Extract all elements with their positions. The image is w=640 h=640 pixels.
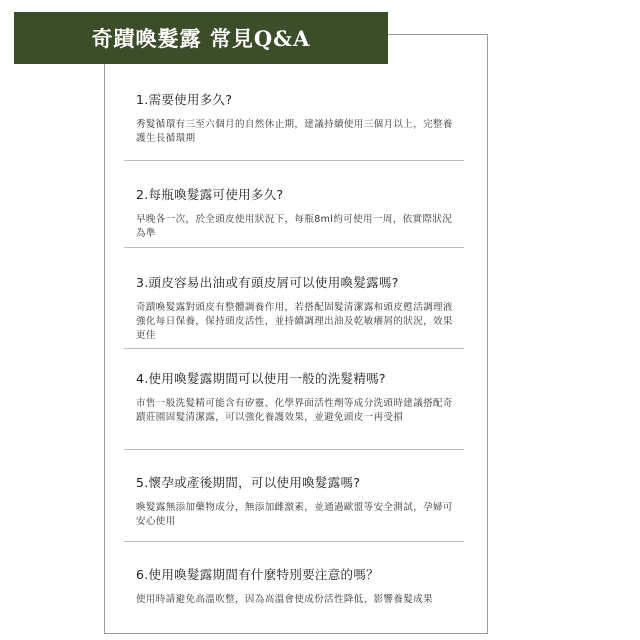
question-3: 3.頭皮容易出油或有頭皮屑可以使用喚髮露嗎? <box>136 275 399 290</box>
question-2: 2.每瓶喚髮露可使用多久? <box>136 187 284 202</box>
qa-item-3 <box>136 273 466 343</box>
answer-6: 使用時請避免高溫吹整，因為高溫會使成份活性降低，影響養髮成果 <box>136 594 434 605</box>
answer-3: 奇蹟喚髮露對頭皮有整體調養作用，若搭配固髮清潔露和頭皮甦活調理液強化每日保養，保持頭皮活性，並持續調理出油及乾敏癢屑的狀況，效果更佳 <box>136 302 453 341</box>
divider <box>124 247 464 248</box>
question-1: 1.需要使用多久? <box>136 92 233 107</box>
divider <box>124 449 464 450</box>
page-title: 奇蹟喚髮露 常見Q&A <box>91 26 311 51</box>
answer-5: 喚髮露無添加藥物成分，無添加雌激素，並通過歐盟等安全測試，孕婦可安心使用 <box>136 502 453 527</box>
answer-1: 秀髮循環有三至六個月的自然休止期，建議持續使用三個月以上，完整養護生長循環期 <box>136 119 453 144</box>
answer-4: 市售一般洗髮精可能含有矽靈、化學界面活性劑等成分洗頭時建議搭配奇蹟莊園固髮清潔露，可以強化養護效果，並避免頭皮一再受損 <box>136 398 453 423</box>
qa-item-2 <box>136 185 466 241</box>
answer-2: 早晚各一次，於全頭皮使用狀況下，每瓶8ml約可使用一周，依實際狀況為準 <box>136 214 453 239</box>
divider <box>124 348 464 349</box>
question-5: 5.懷孕或產後期間，可以使用喚髮露嗎? <box>136 475 361 490</box>
question-6: 6.使用喚髮露期間有什麼特別要注意的嗎？ <box>136 567 379 582</box>
qa-item-5 <box>136 473 466 529</box>
question-4: 4.使用喚髮露期間可以使用一般的洗髮精嗎? <box>136 371 386 386</box>
qa-item-6 <box>136 565 466 607</box>
qa-item-4 <box>136 369 466 425</box>
qa-item-1 <box>136 90 466 146</box>
divider <box>124 160 464 161</box>
page-title-banner <box>14 12 388 64</box>
divider <box>124 541 464 542</box>
